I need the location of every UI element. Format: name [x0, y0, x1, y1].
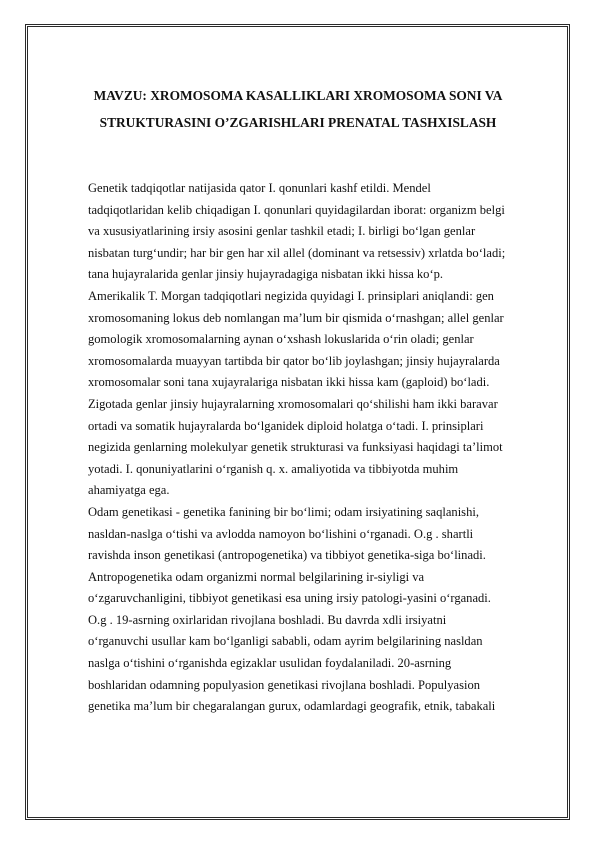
body-line: Antropogenetika odam organizmi normal belgilarining ir-siyligi va	[88, 569, 425, 584]
document-title	[60, 82, 536, 136]
body-line: naslga oʻtishini oʻrganishda egizaklar usulidan foydalaniladi. 20-asrning	[88, 656, 452, 671]
body-line: genetika maʼlum bir chegaralangan gurux, odamlardagi geografik, etnik, tabakali	[88, 699, 496, 714]
body-line: Odam genetikasi - genetika fanining bir boʻlimi; odam irsiyatining saqlanishi,	[88, 504, 479, 519]
body-line: xromosomalarda muayyan tartibda bir qator boʻlib joylashgan; jinsiy hujayralarda	[88, 353, 500, 368]
body-line: ravishda inson genetikasi (antropogenetika) va tibbiyot genetika-siga boʻlinadi.	[88, 548, 486, 563]
body-line: va xususiyatlarining irsiy asosini genlar tashkil etadi; I. birligi boʻlgan genlar	[88, 224, 476, 239]
body-line: xromosomalar soni tana xujayralariga nisbatan ikki hissa kam (gaploid) boʻladi.	[88, 375, 490, 390]
body-line: tana hujayralarida genlar jinsiy hujayradagiga nisbatan ikki hissa koʻp.	[88, 267, 444, 282]
body-line: xromosomaning lokus deb nomlangan maʼlum bir qismida oʻrnashgan; allel genlar	[88, 310, 504, 325]
document-body	[88, 178, 534, 718]
body-line: Genetik tadqiqotlar natijasida qator I. qonunlari kashf etildi. Mendel	[88, 181, 431, 195]
body-line: gomologik xromosomalarning aynan oʻxshash lokuslarida oʻrin oladi; genlar	[88, 332, 474, 347]
body-line: Amerikalik T. Morgan tadqiqotlari negizida quyidagi I. prinsiplari aniqlandi: gen	[88, 288, 494, 303]
body-line: Zigotada genlar jinsiy hujayralarning xromosomalari qoʻshilishi ham ikki baravar	[88, 396, 498, 411]
body-line: O.g . 19-asrning oxirlaridan rivojlana boshladi. Bu davrda xdli irsiyatni	[88, 612, 447, 627]
body-line: oʻrganuvchi usullar kam boʻlganligi sababli, odam ayrim belgilarining nasldan	[88, 634, 483, 649]
body-line: boshlaridan odamning populyasion genetikasi rivojlana boshladi. Populyasion	[88, 677, 481, 692]
body-line: oʻzgaruvchanligini, tibbiyot genetikasi esa uning irsiy patologi-yasini oʻrganadi.	[88, 591, 491, 606]
body-line: yotadi. I. qonuniyatlarini oʻrganish q. x. amaliyotida va tibbiyotda muhim	[88, 461, 459, 476]
body-line: nasldan-naslga oʻtishi va avlodda namoyon boʻlishini oʻrganadi. O.g . shartli	[88, 526, 474, 541]
body-line: ortadi va somatik hujayralarda boʻlganidek diploid holatga oʻtadi. I. prinsiplari	[88, 418, 484, 433]
body-line: tadqiqotlaridan kelib chiqadigan I. qonunlari quyidagilardan iborat: organizm belgi	[88, 202, 505, 217]
body-line: negizida genlarning molekulyar genetik strukturasi va funksiyasi haqidagi taʼlimot	[88, 440, 503, 455]
body-line: nisbatan turgʻundir; har bir gen har xil allel (dominant va retsessiv) xrlatda boʻladi;	[88, 245, 506, 260]
title-line: STRUKTURASINI O’ZGARISHLARI PRENATAL TASHXISLASH	[99, 115, 497, 130]
title-line: MAVZU: XROMOSOMA KASALLIKLARI XROMOSOMA SONI VA	[93, 88, 503, 103]
body-line: ahamiyatga ega.	[88, 483, 170, 498]
